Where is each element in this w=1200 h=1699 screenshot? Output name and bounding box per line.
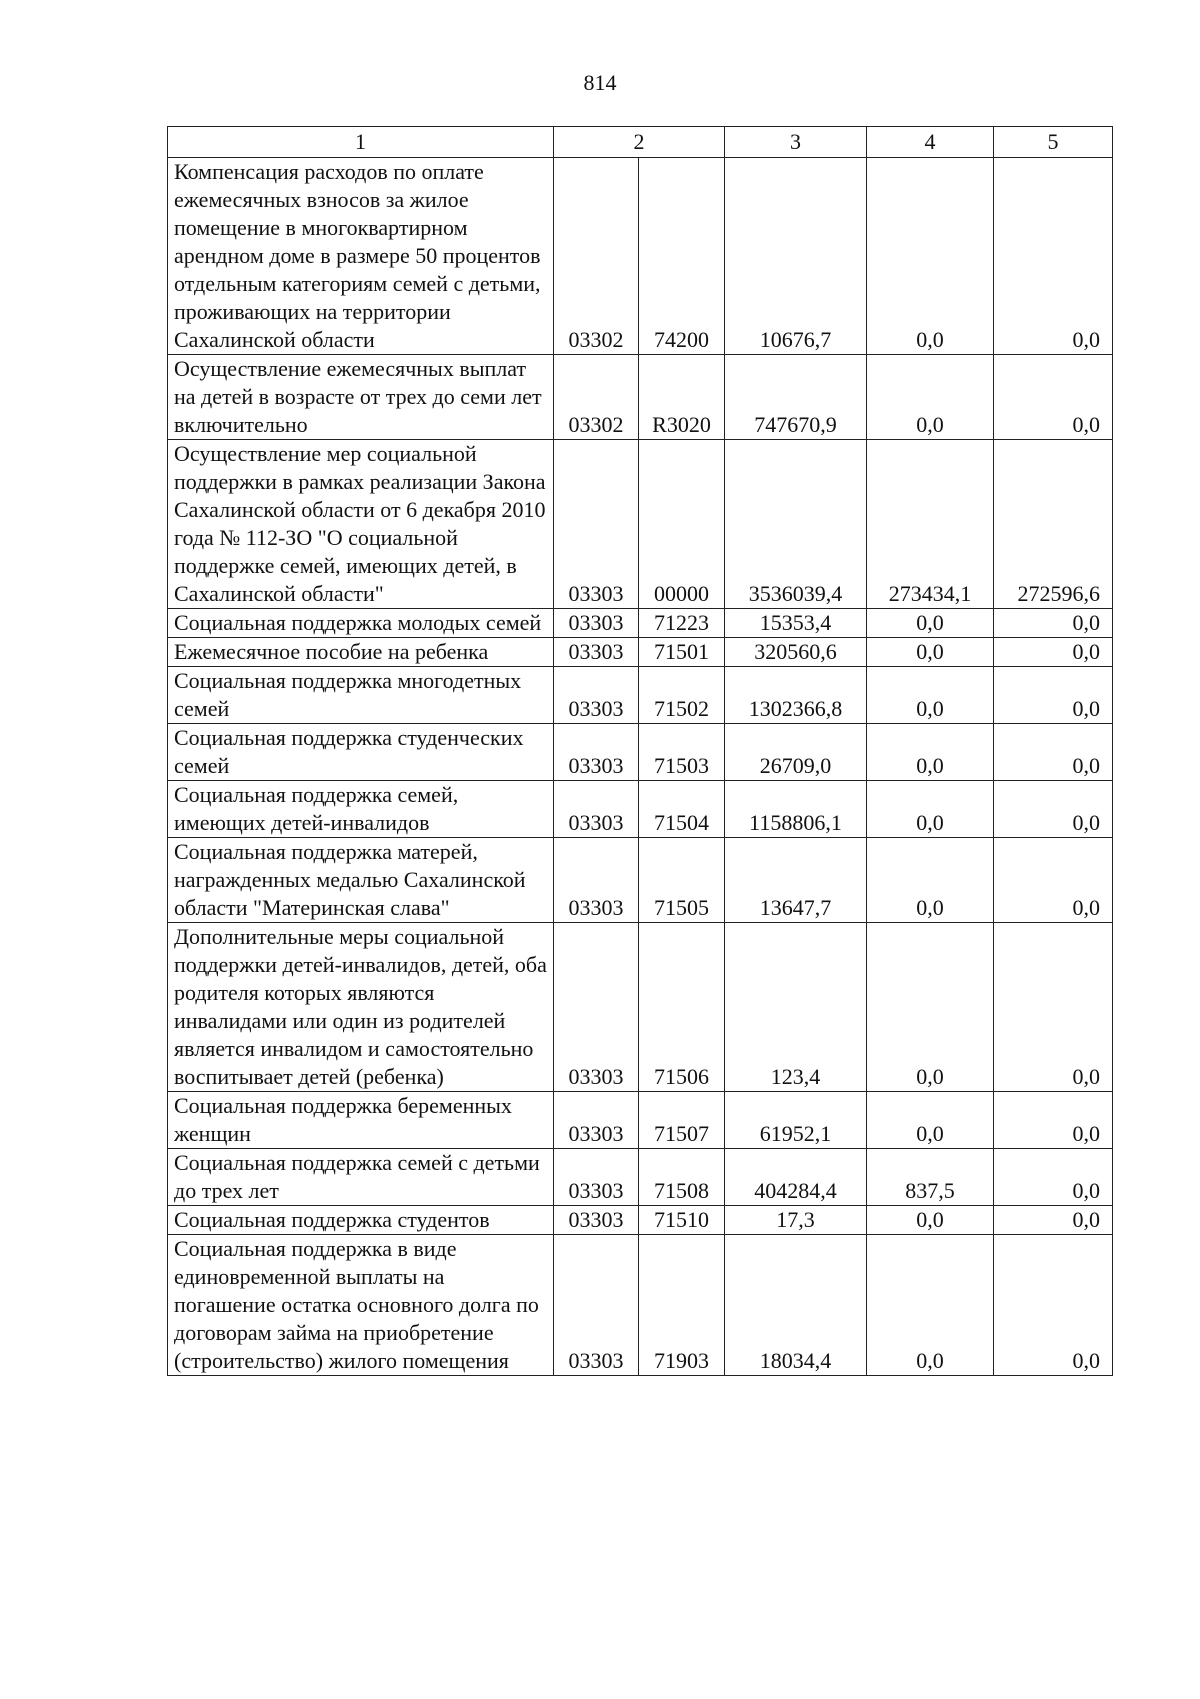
row-description: Ежемесячное пособие на ребенка — [168, 638, 554, 667]
row-amount-col4: 0,0 — [867, 1092, 994, 1149]
row-amount-col5: 0,0 — [994, 158, 1113, 355]
row-amount-col3: 10676,7 — [725, 158, 867, 355]
row-amount-col3: 61952,1 — [725, 1092, 867, 1149]
row-amount-col5: 0,0 — [994, 1092, 1113, 1149]
row-amount-col4: 0,0 — [867, 667, 994, 724]
row-code-target: 71504 — [639, 781, 725, 838]
budget-table — [167, 126, 1113, 1376]
row-description: Компенсация расходов по оплате ежемесячных взносов за жилое помещение в многоквартирном арендном доме в размере 50 процентов отдельным категориям семей с детьми, проживающих на территории Сахалинской области — [168, 158, 554, 355]
row-amount-col4: 273434,1 — [867, 440, 994, 609]
row-code-target: 71510 — [639, 1206, 725, 1235]
column-header-4: 4 — [867, 127, 994, 158]
column-header-3: 3 — [725, 127, 867, 158]
table-row — [168, 838, 1113, 923]
row-description: Социальная поддержка семей, имеющих детей-инвалидов — [168, 781, 554, 838]
row-code-section: 03303 — [554, 1235, 639, 1376]
table-row — [168, 158, 1113, 355]
row-code-section: 03303 — [554, 724, 639, 781]
row-code-section: 03303 — [554, 1149, 639, 1206]
row-amount-col3: 747670,9 — [725, 355, 867, 440]
row-amount-col3: 123,4 — [725, 923, 867, 1092]
row-amount-col3: 26709,0 — [725, 724, 867, 781]
row-amount-col5: 0,0 — [994, 923, 1113, 1092]
row-code-section: 03303 — [554, 781, 639, 838]
row-code-target: 71503 — [639, 724, 725, 781]
row-amount-col4: 0,0 — [867, 838, 994, 923]
table-row — [168, 781, 1113, 838]
row-code-section: 03303 — [554, 838, 639, 923]
row-code-target: 71508 — [639, 1149, 725, 1206]
row-amount-col5: 0,0 — [994, 638, 1113, 667]
row-amount-col4: 0,0 — [867, 355, 994, 440]
row-amount-col3: 15353,4 — [725, 609, 867, 638]
row-amount-col4: 0,0 — [867, 158, 994, 355]
table-row — [168, 1149, 1113, 1206]
row-amount-col5: 0,0 — [994, 724, 1113, 781]
row-code-section: 03303 — [554, 609, 639, 638]
row-code-section: 03303 — [554, 638, 639, 667]
row-amount-col3: 13647,7 — [725, 838, 867, 923]
row-amount-col5: 0,0 — [994, 667, 1113, 724]
row-code-section: 03303 — [554, 1092, 639, 1149]
row-amount-col5: 0,0 — [994, 1206, 1113, 1235]
row-amount-col3: 320560,6 — [725, 638, 867, 667]
row-amount-col4: 0,0 — [867, 781, 994, 838]
table-row — [168, 923, 1113, 1092]
row-amount-col3: 404284,4 — [725, 1149, 867, 1206]
row-description: Социальная поддержка матерей, награжденных медалью Сахалинской области "Материнская слава" — [168, 838, 554, 923]
row-amount-col5: 0,0 — [994, 1235, 1113, 1376]
table-row — [168, 667, 1113, 724]
table-row — [168, 1206, 1113, 1235]
row-amount-col3: 3536039,4 — [725, 440, 867, 609]
row-amount-col3: 17,3 — [725, 1206, 867, 1235]
row-code-target: R3020 — [639, 355, 725, 440]
column-header-5: 5 — [994, 127, 1113, 158]
row-amount-col5: 0,0 — [994, 838, 1113, 923]
table-row — [168, 1092, 1113, 1149]
row-code-target: 71507 — [639, 1092, 725, 1149]
row-amount-col5: 272596,6 — [994, 440, 1113, 609]
row-code-target: 71501 — [639, 638, 725, 667]
row-description: Социальная поддержка студенческих семей — [168, 724, 554, 781]
row-description: Осуществление мер социальной поддержки в рамках реализации Закона Сахалинской области от 6 декабря 2010 года № 112-ЗО "О социальной поддержке семей, имеющих детей, в Сахалинской области" — [168, 440, 554, 609]
row-amount-col3: 1302366,8 — [725, 667, 867, 724]
column-header-1: 1 — [168, 127, 554, 158]
row-amount-col5: 0,0 — [994, 1149, 1113, 1206]
table-row — [168, 355, 1113, 440]
column-header-2: 2 — [554, 127, 725, 158]
row-amount-col5: 0,0 — [994, 781, 1113, 838]
table-body — [168, 158, 1113, 1376]
row-description: Социальная поддержка семей с детьми до трех лет — [168, 1149, 554, 1206]
row-amount-col5: 0,0 — [994, 609, 1113, 638]
row-amount-col3: 18034,4 — [725, 1235, 867, 1376]
row-description: Дополнительные меры социальной поддержки детей-инвалидов, детей, оба родителя которых являются инвалидами или один из родителей является инвалидом и самостоятельно воспитывает детей (ребенка) — [168, 923, 554, 1092]
row-code-target: 71506 — [639, 923, 725, 1092]
row-description: Социальная поддержка в виде единовременной выплаты на погашение остатка основного долга по договорам займа на приобретение (строительство) жилого помещения — [168, 1235, 554, 1376]
row-amount-col4: 0,0 — [867, 923, 994, 1092]
page-number: 814 — [583, 70, 617, 95]
row-code-section: 03302 — [554, 355, 639, 440]
row-amount-col3: 1158806,1 — [725, 781, 867, 838]
row-description: Социальная поддержка молодых семей — [168, 609, 554, 638]
table-row — [168, 638, 1113, 667]
row-code-target: 00000 — [639, 440, 725, 609]
row-code-target: 71502 — [639, 667, 725, 724]
row-description: Социальная поддержка студентов — [168, 1206, 554, 1235]
row-code-section: 03303 — [554, 667, 639, 724]
row-amount-col4: 0,0 — [867, 1206, 994, 1235]
row-code-section: 03303 — [554, 1206, 639, 1235]
header-row — [168, 127, 1113, 158]
row-code-target: 71903 — [639, 1235, 725, 1376]
row-description: Осуществление ежемесячных выплат на детей в возрасте от трех до семи лет включительно — [168, 355, 554, 440]
table-row — [168, 440, 1113, 609]
row-amount-col4: 837,5 — [867, 1149, 994, 1206]
row-code-target: 71223 — [639, 609, 725, 638]
row-description: Социальная поддержка многодетных семей — [168, 667, 554, 724]
table-row — [168, 1235, 1113, 1376]
row-amount-col4: 0,0 — [867, 724, 994, 781]
row-code-section: 03302 — [554, 158, 639, 355]
row-code-section: 03303 — [554, 440, 639, 609]
row-amount-col5: 0,0 — [994, 355, 1113, 440]
row-code-target: 74200 — [639, 158, 725, 355]
row-code-target: 71505 — [639, 838, 725, 923]
row-amount-col4: 0,0 — [867, 638, 994, 667]
table-row — [168, 724, 1113, 781]
row-amount-col4: 0,0 — [867, 1235, 994, 1376]
row-amount-col4: 0,0 — [867, 609, 994, 638]
row-code-section: 03303 — [554, 923, 639, 1092]
row-description: Социальная поддержка беременных женщин — [168, 1092, 554, 1149]
table-row — [168, 609, 1113, 638]
